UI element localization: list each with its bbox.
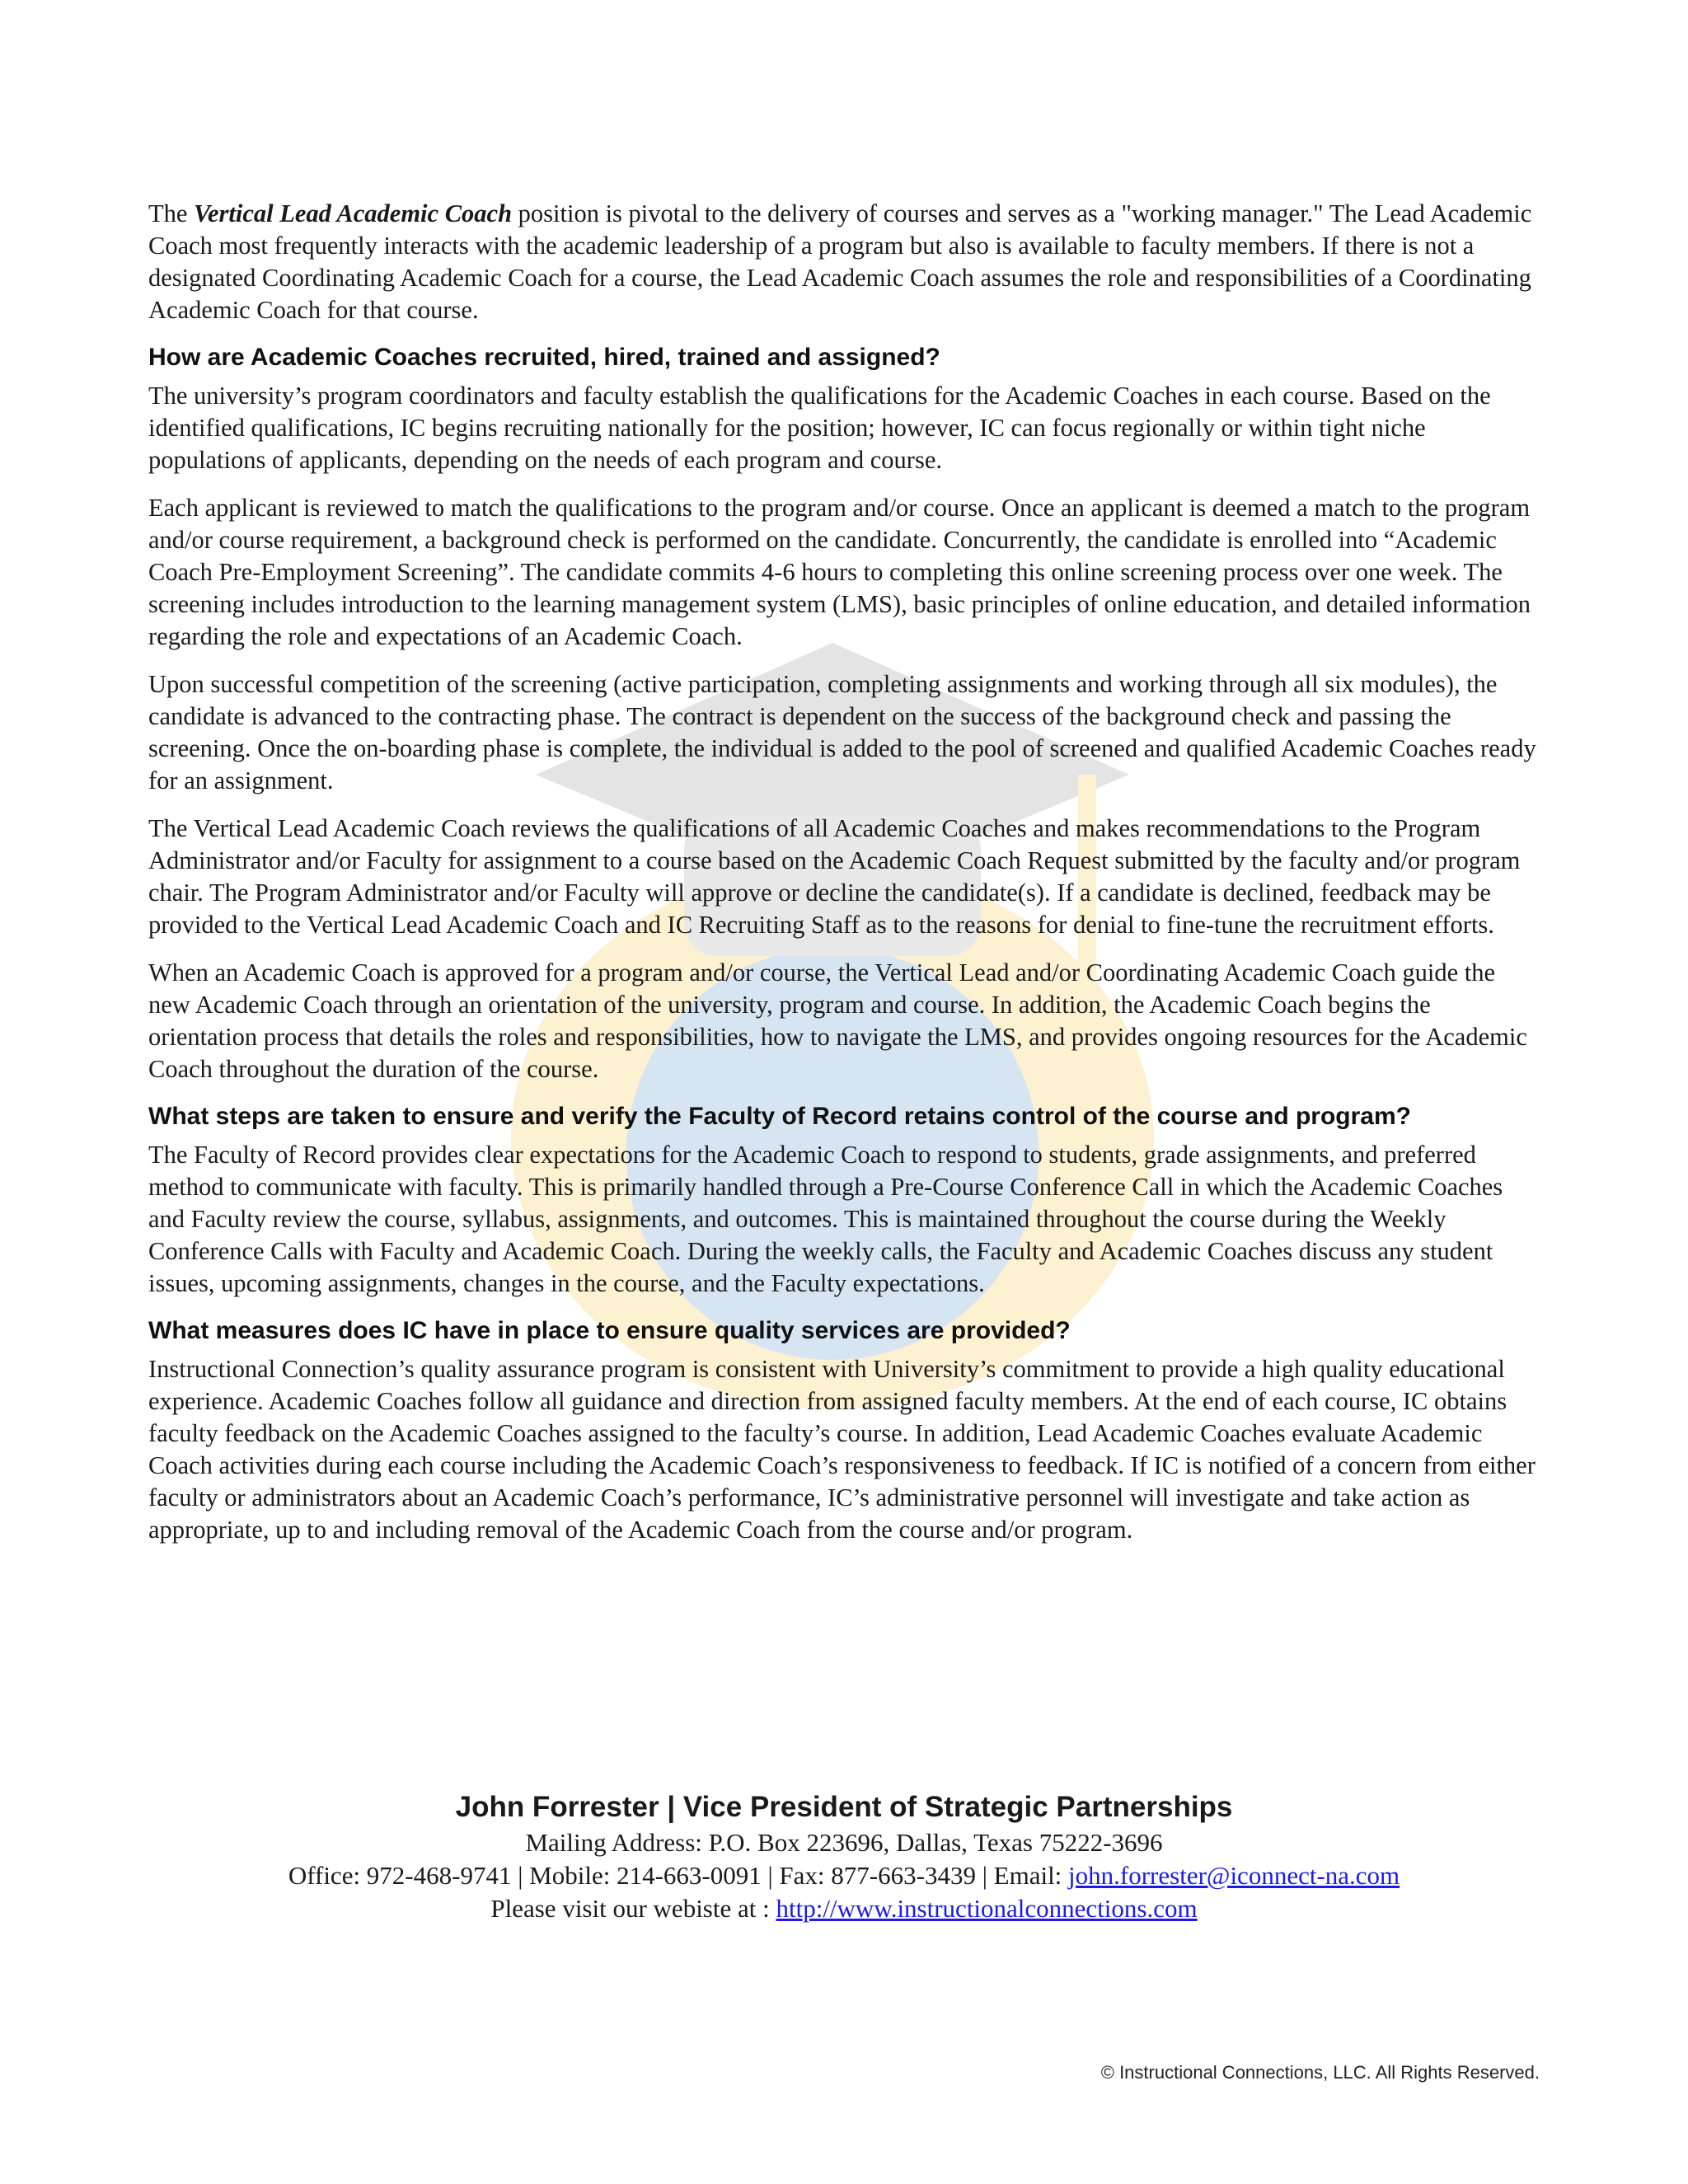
contact-name-title: John Forrester | Vice President of Strategic Partnerships [455, 1791, 1233, 1823]
paragraph: Each applicant is reviewed to match the qualifications to the program and/or course. Once an applicant is deemed a match to the program and/or course requirement, a background check is performed on the candidate. Concurrently, the candidate is enrolled into “Academic Coach Pre-Employment Screening”. The candidate commits 4-6 hours to completing this online screening process over one week. The screening includes introduction to the learning management system (LMS), basic principles of online education, and detailed information regarding the role and expectations of an Academic Coach. [148, 494, 1531, 650]
section-heading-recruitment: How are Academic Coaches recruited, hired, trained and assigned? [148, 344, 940, 371]
document-body [148, 198, 1541, 1562]
paragraph: When an Academic Coach is approved for a program and/or course, the Vertical Lead and/or Coordinating Academic Coach guide the new Academic Coach through an orientation of the university, program and course. In addition, the Academic Coach begins the orientation process that details the roles and responsibilities, how to navigate the LMS, and provides ongoing resources for the Academic Coach throughout the duration of the course. [148, 958, 1527, 1083]
mailing-address: Mailing Address: P.O. Box 223696, Dallas, Texas 75222-3696 [525, 1828, 1163, 1857]
website-line: Please visit our webiste at : http://www.instructionalconnections.com [490, 1894, 1198, 1923]
paragraph: Instructional Connection’s quality assurance program is consistent with University’s commitment to provide a high quality educational experience. Academic Coaches follow all guidance and direction from assigned faculty members. At the end of each course, IC obtains faculty feedback on the Academic Coaches assigned to the faculty’s course. In addition, Lead Academic Coaches evaluate Academic Coach activities during each course including the Academic Coach’s responsiveness to feedback. If IC is notified of a concern from either faculty or administrators about an Academic Coach’s performance, IC’s administrative personnel will investigate and take action as appropriate, up to and including removal of the Academic Coach from the course and/or program. [148, 1355, 1536, 1544]
intro-paragraph: The Vertical Lead Academic Coach position is pivotal to the delivery of courses and serves as a "working manager." The Lead Academic Coach most frequently interacts with the academic leadership of a program but also is available to faculty members. If there is not a designated Coordinating Academic Coach for a course, the Lead Academic Coach assumes the role and responsibilities of a Coordinating Academic Coach for that course. [148, 199, 1532, 324]
section-heading-quality: What measures does IC have in place to ensure quality services are provided? [148, 1317, 1071, 1344]
paragraph: The university’s program coordinators and faculty establish the qualifications for the Academic Coaches in each course. Based on the identified qualifications, IC begins recruiting nationally for the position; however, IC can focus regionally or within tight niche populations of applicants, depending on the needs of each program and course. [148, 382, 1491, 474]
paragraph: The Faculty of Record provides clear expectations for the Academic Coach to respond to students, grade assignments, and preferred method to communicate with faculty. This is primarily handled through a Pre-Course Conference Call in which the Academic Coaches and Faculty review the course, syllabus, assignments, and outcomes. This is maintained throughout the course during the Weekly Conference Calls with Faculty and Academic Coach. During the weekly calls, the Faculty and Academic Coaches discuss any student issues, upcoming assignments, changes in the course, and the Faculty expectations. [148, 1141, 1503, 1297]
email-link[interactable]: john.forrester@iconnect-na.com [1068, 1861, 1400, 1890]
section-heading-faculty-control: What steps are taken to ensure and verify the Faculty of Record retains control of the course and program? [148, 1103, 1411, 1130]
position-title: Vertical Lead Academic Coach [194, 199, 513, 227]
phone-line: Office: 972-468-9741 | Mobile: 214-663-0091 | Fax: 877-663-3439 | Email: john.forrester@iconnect-na.com [288, 1861, 1400, 1890]
paragraph: Upon successful competition of the screening (active participation, completing assignments and working through all six modules), the candidate is advanced to the contracting phase. The contract is dependent on the success of the background check and passing the screening. Once the on-boarding phase is complete, the individual is added to the pool of screened and qualified Academic Coaches ready for an assignment. [148, 670, 1536, 794]
website-link[interactable]: http://www.instructionalconnections.com [776, 1894, 1198, 1923]
paragraph: The Vertical Lead Academic Coach reviews the qualifications of all Academic Coaches and makes recommendations to the Program Administrator and/or Faculty for assignment to a course based on the Academic Coach Request submitted by the faculty and/or program chair. The Program Administrator and/or Faculty will approve or decline the candidate(s). If a candidate is declined, feedback may be provided to the Vertical Lead Academic Coach and IC Recruiting Staff as to the reasons for denial to fine-tune the recruitment efforts. [148, 814, 1521, 939]
copyright-footer: © Instructional Connections, LLC. All Rights Reserved. [1100, 2062, 1540, 2083]
contact-block [0, 1788, 1688, 1925]
